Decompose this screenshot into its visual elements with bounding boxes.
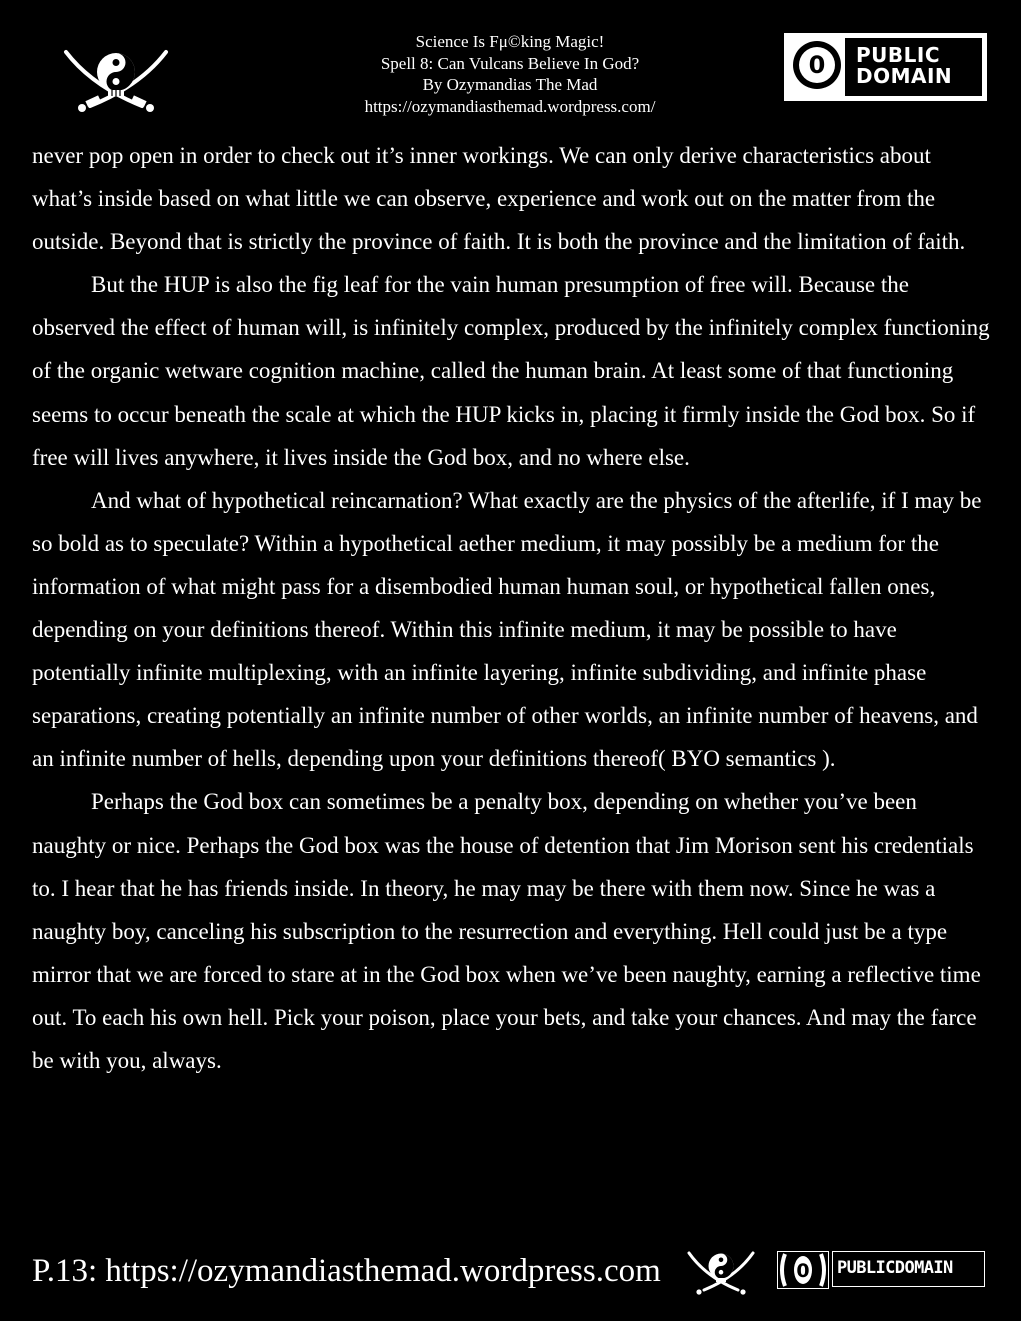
public-domain-badge — [784, 33, 987, 101]
pirate-yin-yang-footer-icon — [686, 1249, 756, 1295]
footer-badge-text: PUBLICDOMAIN — [837, 1258, 953, 1278]
footer-badge-zero-symbol: 0 — [796, 1260, 810, 1282]
chapter-title: Spell 8: Can Vulcans Believe In God? — [380, 53, 640, 73]
paragraph-free-will: But the HUP is also the fig leaf for the vain human presumption of free will. Because the observed the effect of human will, is infinitely complex, produced by the infinitely complex functioning of the organic wetware cognition machine, called the human brain. At least some of that functioning seems to occur beneath the scale at which the HUP kicks in, placing it firmly inside the God box. So if free will lives anywhere, it lives inside the God box, and no where else. — [32, 272, 990, 470]
badge-text — [856, 45, 952, 87]
badge-domain-label: DOMAIN — [856, 64, 953, 88]
book-title: Science Is Fμ©king Magic! — [415, 32, 605, 51]
badge-zero-symbol: 0 — [808, 51, 826, 79]
author-line: By Ozymandias The Mad — [422, 75, 598, 94]
page-body — [32, 134, 994, 1082]
public-domain-zero-footer-icon — [777, 1251, 829, 1289]
footer-badge-word-box — [832, 1251, 985, 1287]
website-url: https://ozymandiasthemad.wordpress.com/ — [364, 96, 656, 116]
badge-public-label: PUBLIC — [856, 43, 941, 67]
page-number-url: P.13: https://ozymandiasthemad.wordpress.com — [32, 1253, 661, 1289]
header-title-block — [250, 31, 770, 117]
paragraph-continued: never pop open in order to check out it’s inner workings. We can only derive characteristics about what’s inside based on what little we can observe, experience and work out on the matter from the outside. Beyond that is strictly the province of faith. It is both the province and the limitation of faith. — [32, 143, 966, 255]
paragraph-reincarnation: And what of hypothetical reincarnation? What exactly are the physics of the afterlife, if I may be so bold as to speculate? Within a hypothetical aether medium, it may possibly be a medium for the information of what might pass for a disembodied human human soul, or hypothetical fallen ones, depending on your definitions thereof. Within this infinite medium, it may be possible to have potentially infinite multiplexing, with an infinite layering, infinite subdividing, and infinite phase separations, creating potentially an infinite number of other worlds, an infinite number of heavens, and an infinite number of hells, depending upon your definitions thereof( BYO semantics ). — [32, 487, 982, 772]
paragraph-penalty-box: Perhaps the God box can sometimes be a penalty box, depending on whether you’ve been naughty or nice. Perhaps the God box was the house of detention that Jim Morison sent his credentials to. I hear that he has friends inside. In theory, he may may be there with them now. Since he was a naughty boy, canceling his subscription to the resurrection and everything. Hell could just be a type mirror that we are forced to stare at in the God box when we’ve been naughty, earning a reflective time out. To each his own hell. Pick your poison, place your bets, and take your chances. And may the farce be with you, always. — [32, 789, 981, 1073]
public-domain-zero-icon — [790, 38, 844, 92]
public-domain-footer-badge — [777, 1251, 987, 1289]
pirate-yin-yang-logo-icon — [62, 46, 170, 114]
